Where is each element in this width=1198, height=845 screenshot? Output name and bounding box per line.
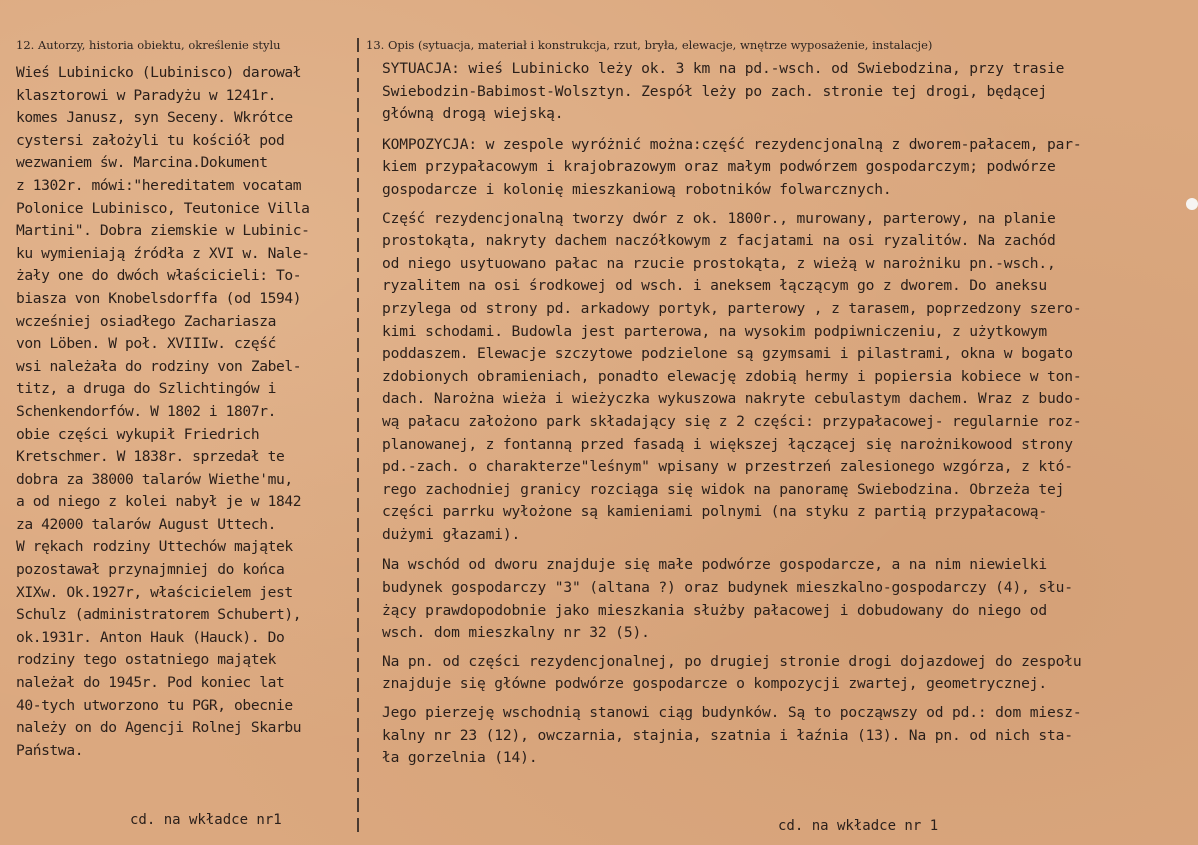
continuation-note-right: cd. na wkładce nr 1	[778, 818, 939, 834]
description-line: Na wschód od dworu znajduje się małe podwórze gospodarcze, a na nim niewielki	[382, 556, 1047, 574]
description-text	[382, 58, 1192, 770]
section-12-header: 12. Autorzy, historia obiektu, określenie stylu	[16, 38, 281, 52]
history-line: komes Janusz, syn Seceny. Wkrótce	[16, 109, 293, 127]
description-line: części parrku wyłożone są kamieniami polnymi (na styku z partią przypałacową-	[382, 503, 1047, 521]
description-paragraph	[382, 651, 1192, 696]
history-line: Schenkendorfów. W 1802 i 1807r.	[16, 402, 276, 420]
description-line: poddaszem. Elewacje szczytowe podzielone są gzymsami i pilastrami, okna w bogato	[382, 345, 1073, 363]
history-line: Schulz (administratorem Schubert),	[16, 606, 302, 624]
description-line: ła gorzelnia (14).	[382, 749, 538, 767]
history-line: biasza von Knobelsdorffa (od 1594)	[16, 289, 302, 307]
description-line: główną drogą wiejską.	[382, 105, 564, 123]
description-line: przylega od strony pd. arkadowy portyk, parterowy , z tarasem, poprzedzony szero-	[382, 299, 1082, 317]
history-line: Państwa.	[16, 741, 84, 759]
description-paragraph	[382, 702, 1192, 770]
history-line: żały one do dwóch właścicieli: To-	[16, 267, 302, 285]
history-line: XIXw. Ok.1927r, właścicielem jest	[16, 583, 293, 601]
history-line: z 1302r. mówi:"hereditatem vocatam	[16, 176, 302, 194]
description-line: kalny nr 23 (12), owczarnia, stajnia, szatnia i łaźnia (13). Na pn. od nich sta-	[382, 726, 1073, 744]
description-paragraph	[382, 554, 1192, 644]
description-line: Część rezydencjonalną tworzy dwór z ok. 1800r., murowany, parterowy, na planie	[382, 209, 1056, 227]
continuation-note-left: cd. na wkładce nr1	[130, 812, 282, 828]
history-line: Kretschmer. W 1838r. sprzedał te	[16, 448, 285, 466]
description-line: kimi schodami. Budowla jest parterowa, na wysokim podpiwniczeniu, z użytkowym	[382, 322, 1047, 340]
description-line: budynek gospodarczy "3" (altana ?) oraz budynek mieszkalno-gospodarczy (4), słu-	[382, 579, 1073, 597]
description-line: rego zachodniej granicy rozciąga się widok na panoramę Swiebodzina. Obrzeża tej	[382, 480, 1065, 498]
history-line: obie części wykupił Friedrich	[16, 425, 260, 443]
history-line: wsi należała do rodziny von Zabel-	[16, 357, 302, 375]
history-line: wcześniej osiadłego Zachariasza	[16, 312, 276, 330]
description-paragraph	[382, 58, 1192, 126]
description-line: wsch. dom mieszkalny nr 32 (5).	[382, 624, 650, 642]
description-line: gospodarcze i kolonię mieszkaniową robotników folwarcznych.	[382, 180, 892, 198]
history-line: pozostawał przynajmniej do końca	[16, 561, 285, 579]
description-line: SYTUACJA: wieś Lubinicko leży ok. 3 km na pd.-wsch. od Swiebodzina, przy trasie	[382, 60, 1065, 77]
description-line: prostokąta, nakryty dachem naczółkowym z facjatami na osi ryzalitów. Na zachód	[382, 232, 1056, 250]
description-paragraph	[382, 134, 1192, 202]
history-line: a od niego z kolei nabył je w 1842	[16, 493, 302, 511]
description-line: dużymi głazami).	[382, 525, 521, 543]
description-line: ryzalitem na osi środkowej od wsch. i aneksem łączącym go z dworem. Do aneksu	[382, 277, 1047, 295]
column-divider	[357, 38, 359, 838]
history-line: dobra za 38000 talarów Wiethe'mu,	[16, 470, 293, 488]
description-line: zdobionych obramieniach, ponadto elewację zdobią hermy i popiersia kobiece w ton-	[382, 367, 1082, 385]
history-line: ok.1931r. Anton Hauk (Hauck). Do	[16, 628, 285, 646]
history-line: Wieś Lubinicko (Lubinisco) darował	[16, 64, 302, 81]
history-line: Martini". Dobra ziemskie w Lubinic-	[16, 222, 310, 240]
history-line: należał do 1945r. Pod koniec lat	[16, 674, 285, 692]
history-line: titz, a druga do Szlichtingów i	[16, 380, 276, 398]
description-line: kiem przypałacowym i krajobrazowym oraz małym podwórzem gospodarczym; podwórze	[382, 158, 1056, 176]
history-line: Polonice Lubinisco, Teutonice Villa	[16, 199, 310, 217]
description-line: wą pałacu założono park składający się z 2 części: przypałacowej- regularnie roz-	[382, 412, 1082, 430]
history-line: von Löben. W poł. XVIIIw. część	[16, 335, 276, 353]
history-line: klasztorowi w Paradyżu w 1241r.	[16, 86, 276, 104]
description-line: planowanej, z fontanną przed fasadą i większej łączącej się narożnikowood strony	[382, 435, 1073, 453]
history-line: ku wymieniają źródła z XVI w. Nale-	[16, 244, 310, 262]
description-line: dach. Narożna wieża i wieżyczka wykuszowa nakryte cebulastym dachem. Wraz z budo-	[382, 390, 1082, 408]
section-13-header: 13. Opis (sytuacja, materiał i konstrukcja, rzut, bryła, elewacje, wnętrze wyposażenie, instalacje)	[366, 38, 933, 52]
description-line: KOMPOZYCJA: w zespole wyróżnić można:część rezydencjonalną z dworem-pałacem, par-	[382, 135, 1082, 153]
description-paragraph	[382, 208, 1192, 547]
description-line: Na pn. od części rezydencjonalnej, po drugiej stronie drogi dojazdowej do zespołu	[382, 652, 1082, 670]
description-line: od niego usytuowano pałac na rzucie prostokąta, z wieżą w narożniku pn.-wsch.,	[382, 254, 1056, 272]
description-line: Jego pierzeję wschodnią stanowi ciąg budynków. Są to począwszy od pd.: dom miesz-	[382, 704, 1082, 722]
history-line: cystersi założyli tu kościół pod	[16, 131, 285, 149]
history-line: wezwaniem św. Marcina.Dokument	[16, 154, 268, 172]
history-line: 40-tych utworzono tu PGR, obecnie	[16, 696, 293, 714]
description-line: znajduje się główne podwórze gospodarcze o kompozycji zwartej, geometrycznej.	[382, 675, 1047, 693]
description-line: pd.-zach. o charakterze"leśnym" wpisany w przestrzeń zalesionego wzgórza, z któ-	[382, 458, 1073, 476]
history-line: rodziny tego ostatniego majątek	[16, 651, 276, 669]
description-line: Swiebodzin-Babimost-Wolsztyn. Zespół leży po zach. stronie tej drogi, będącej	[382, 82, 1047, 100]
punch-hole	[1186, 198, 1198, 210]
description-line: żący prawdopodobnie jako mieszkania służby pałacowej i dobudowany do niego od	[382, 601, 1047, 619]
history-line: W rękach rodziny Uttechów majątek	[16, 538, 293, 556]
history-text	[16, 62, 356, 762]
history-line: należy on do Agencji Rolnej Skarbu	[16, 719, 302, 737]
history-line: za 42000 talarów August Uttech.	[16, 515, 276, 533]
